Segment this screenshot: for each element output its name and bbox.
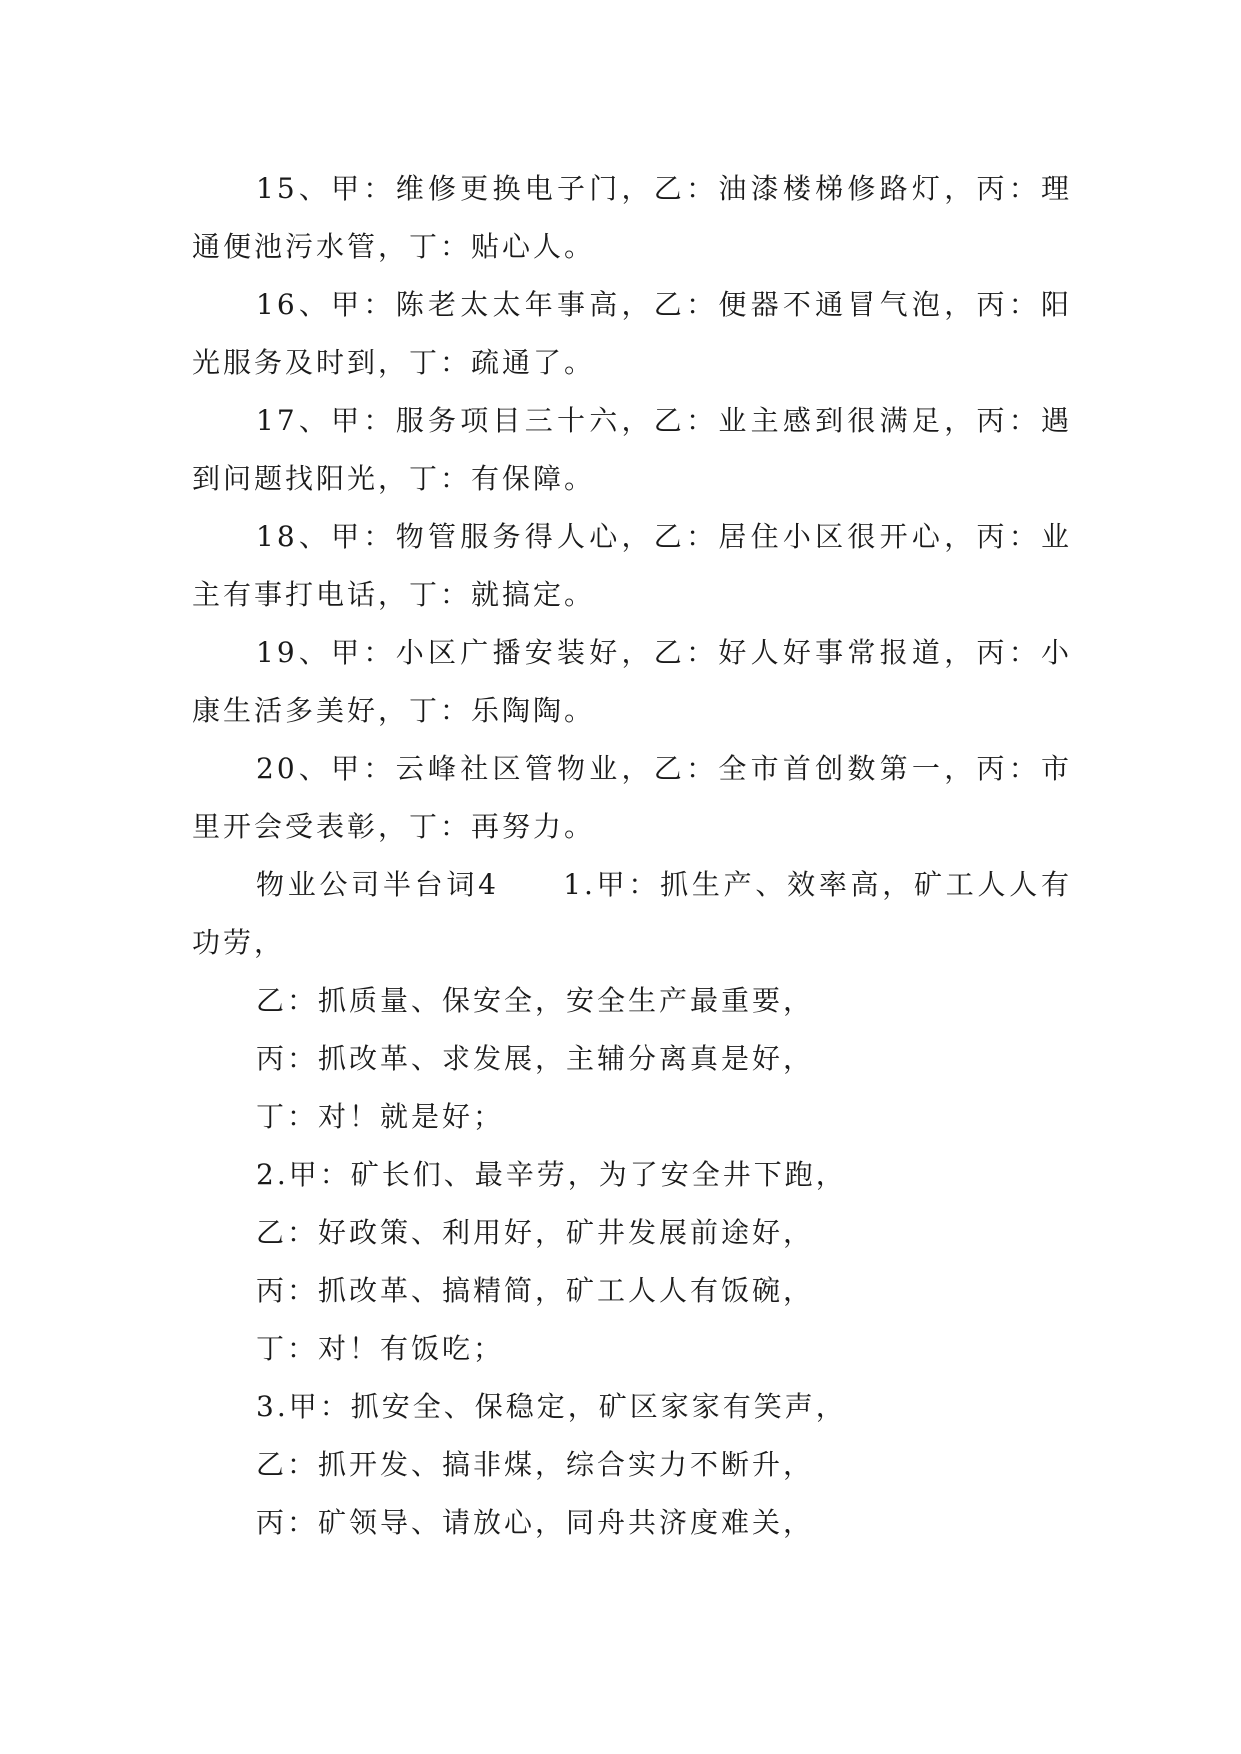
dialogue-line: 丙：矿领导、请放心，同舟共济度难关，	[256, 1506, 815, 1539]
dialogue-line: 3.甲：抓安全、保稳定，矿区家家有笑声，	[256, 1390, 847, 1423]
dialogue-line: 乙：好政策、利用好，矿井发展前途好，	[256, 1216, 815, 1249]
paragraph-18: 18、甲：物管服务得人心，乙：居住小区很开心，丙：业主有事打电话，丁：就搞定。	[192, 520, 1072, 611]
paragraph-15: 15、甲：维修更换电子门，乙：油漆楼梯修路灯，丙：理通便池污水管，丁：贴心人。	[192, 172, 1072, 263]
dialogue-line: 2.甲：矿长们、最辛劳，为了安全井下跑，	[256, 1158, 847, 1191]
dialogue-line: 乙：抓开发、搞非煤，综合实力不断升，	[256, 1448, 815, 1481]
dialogue-line: 丙：抓改革、求发展，主辅分离真是好，	[256, 1042, 815, 1075]
document-body	[192, 160, 1072, 1552]
section-heading-paragraph: 物业公司半台词4 1.甲：抓生产、效率高，矿工人人有功劳，	[192, 868, 1072, 959]
dialogue-line: 丁：对！有饭吃；	[256, 1332, 505, 1365]
dialogue-line: 丁：对！就是好；	[256, 1100, 505, 1133]
paragraph-19: 19、甲：小区广播安装好，乙：好人好事常报道，丙：小康生活多美好，丁：乐陶陶。	[192, 636, 1072, 727]
dialogue-line: 丙：抓改革、搞精简，矿工人人有饭碗，	[256, 1274, 815, 1307]
paragraph-17: 17、甲：服务项目三十六，乙：业主感到很满足，丙：遇到问题找阳光，丁：有保障。	[192, 404, 1072, 495]
paragraph-16: 16、甲：陈老太太年事高，乙：便器不通冒气泡，丙：阳光服务及时到，丁：疏通了。	[192, 288, 1072, 379]
paragraph-20: 20、甲：云峰社区管物业，乙：全市首创数第一，丙：市里开会受表彰，丁：再努力。	[192, 752, 1072, 843]
dialogue-line: 乙：抓质量、保安全，安全生产最重要，	[256, 984, 815, 1017]
